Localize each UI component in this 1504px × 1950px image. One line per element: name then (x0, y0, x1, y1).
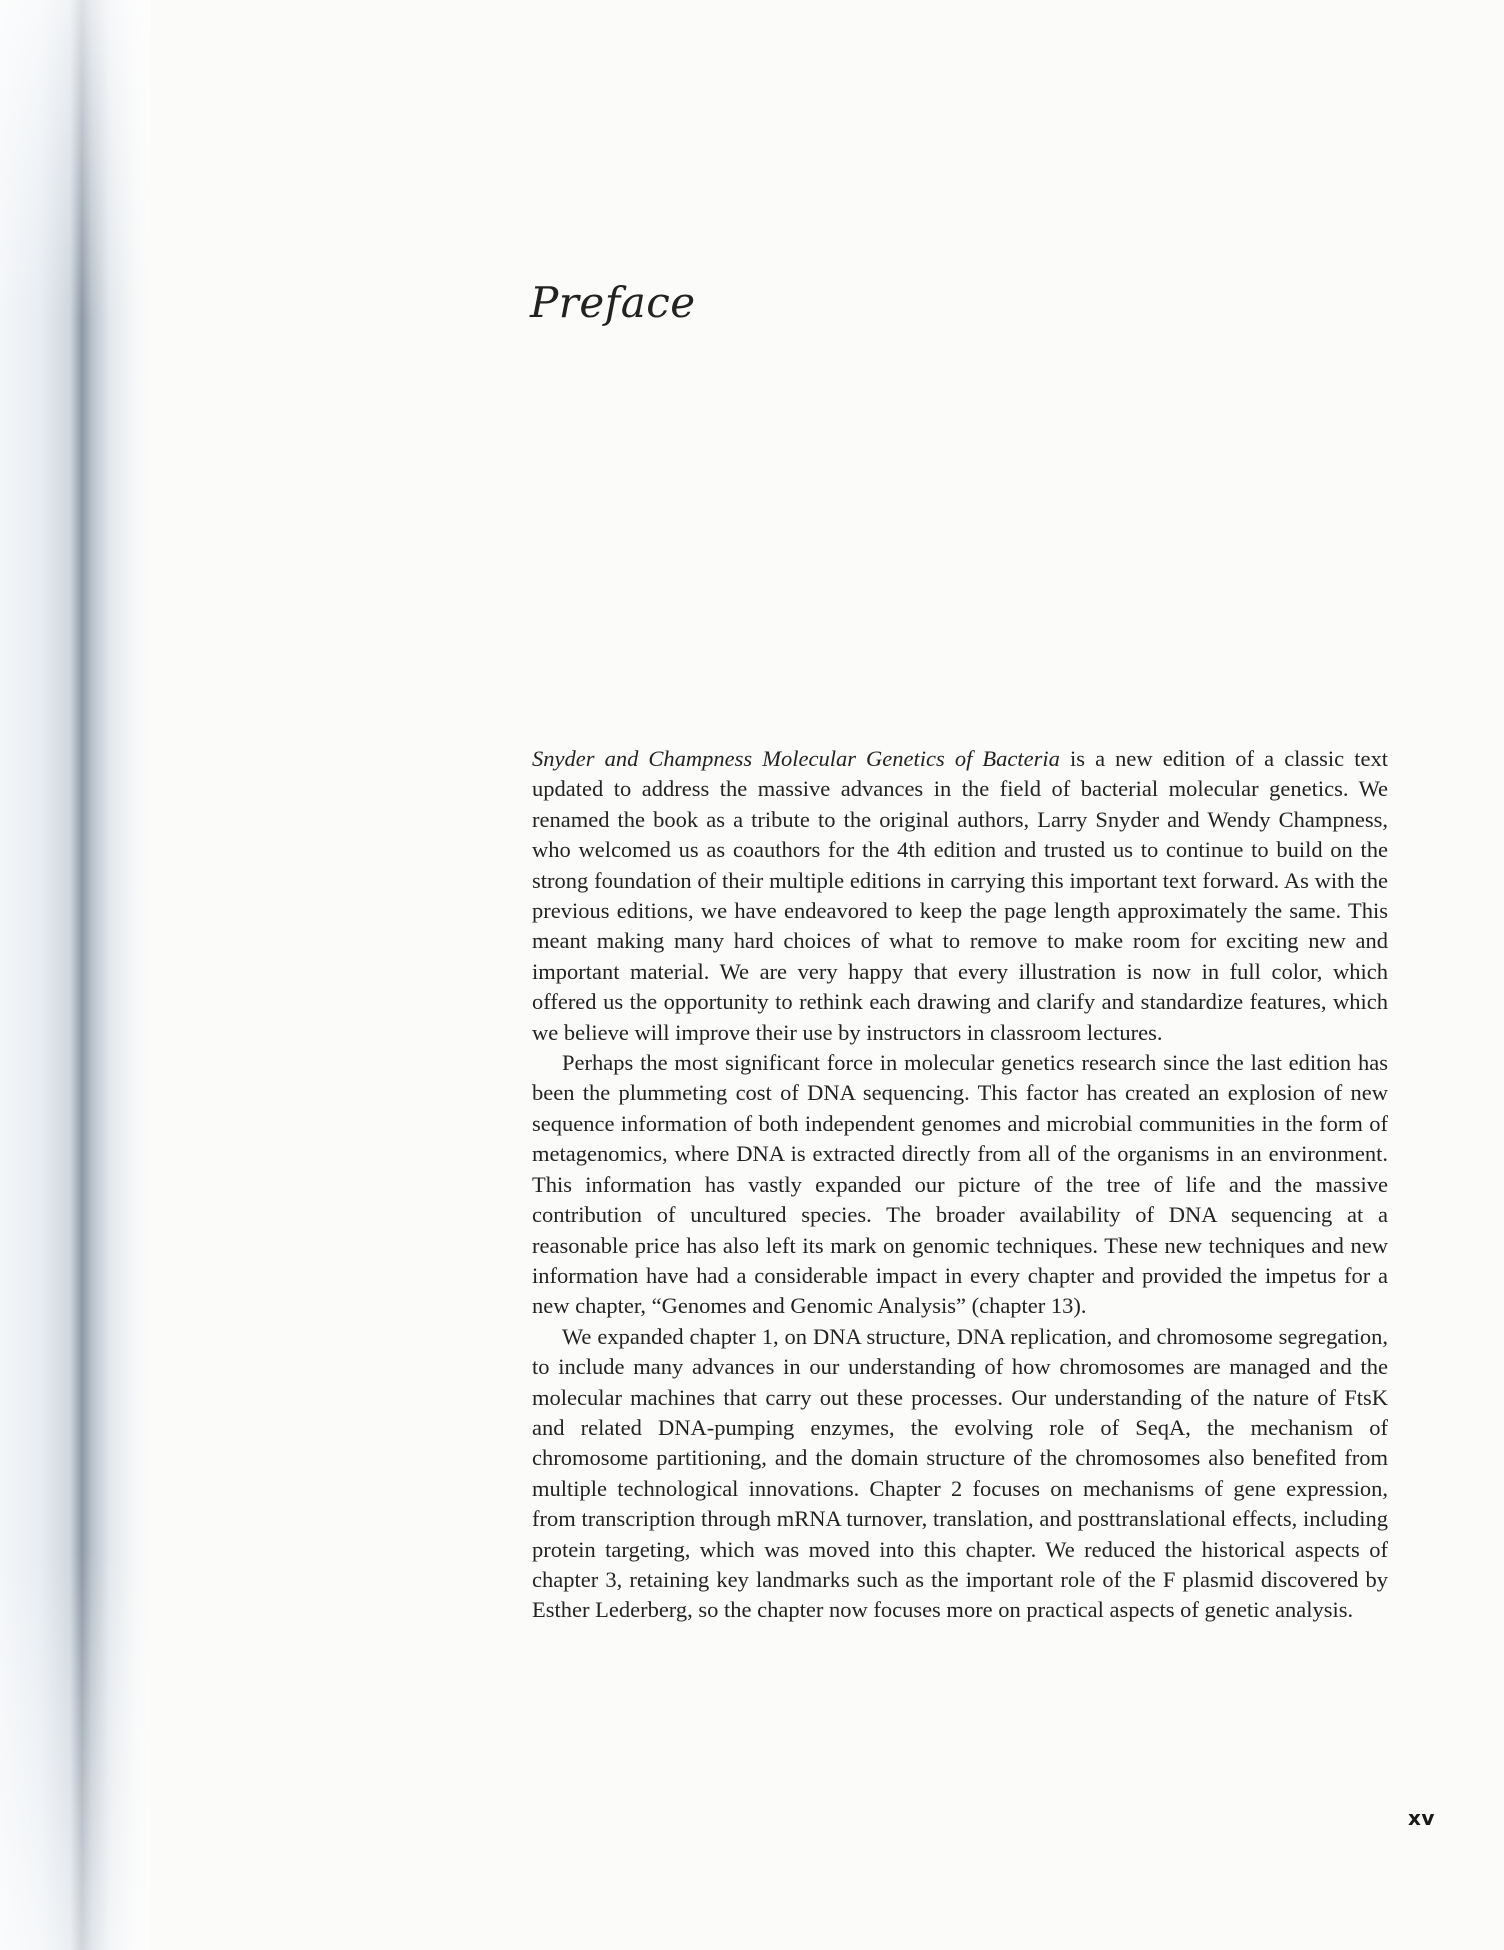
paragraph-1 (532, 744, 1388, 1048)
page-title: Preface (530, 278, 696, 327)
preface-body (532, 744, 1388, 1626)
page-number: xv (1408, 1806, 1435, 1830)
gutter-fade (0, 0, 150, 1950)
paragraph-2: Perhaps the most significant force in molecular genetics research since the last edition has been the plummeting cost of DNA sequencing. This factor has created an explosion of new sequence information of both independent genomes and microbial communities in the form of metagenomics, where DNA is extracted directly from all of the organisms in an environment. This information has vastly expanded our picture of the tree of life and the massive contribution of uncultured species. The broader availability of DNA sequencing at a reasonable price has also left its mark on genomic techniques. These new techniques and new information have had a considerable impact in every chapter and provided the impetus for a new chapter, “Genomes and Genomic Analysis” (chapter 13). (532, 1050, 1388, 1319)
paragraph-3: We expanded chapter 1, on DNA structure, DNA replication, and chromosome segregation, to include many advances in our understanding of how chromosomes are managed and the molecular machines that carry out these processes. Our understanding of the nature of FtsK and related DNA-pumping enzymes, the evolving role of SeqA, the mechanism of chromosome partitioning, and the domain structure of the chromosomes also benefited from multiple technological innovations. Chapter 2 focuses on mechanisms of gene expression, from transcription through mRNA turnover, translation, and posttranslational effects, including protein targeting, which was moved into this chapter. We reduced the historical aspects of chapter 3, retaining key landmarks such as the important role of the F plasmid discovered by Esther Lederberg, so the chapter now focuses more on practical aspects of genetic analysis. (532, 1323, 1388, 1623)
book-title: Snyder and Champness Molecular Genetics of Bacteria (532, 746, 1060, 771)
paragraph-1-text: is a new edition of a classic text updated to address the massive advances in the field of bacterial molecular genetics. We renamed the book as a tribute to the original authors, Larry Snyder and Wendy Champness, who welcomed us as coauthors for the 4th edition and trusted us to continue to build on the strong foundation of their multiple editions in carrying this important text forward. As with the previous editions, we have endeavored to keep the page length approximately the same. This meant making many hard choices of what to remove to make room for exciting new and important material. We are very happy that every illustration is now in full color, which offered us the opportunity to rethink each drawing and clarify and standardize features, which we believe will improve their use by instructors in classroom lectures. (532, 746, 1388, 1045)
